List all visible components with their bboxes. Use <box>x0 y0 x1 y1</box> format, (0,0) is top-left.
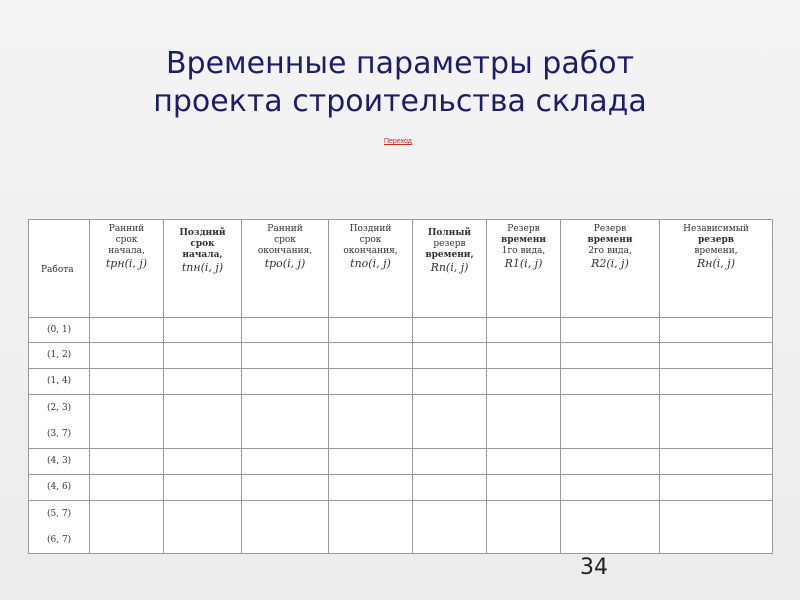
slide-title <box>0 45 800 121</box>
header-late-finish: Поздний срок окончания, tпо(i, j) <box>329 220 413 318</box>
table-row <box>29 369 773 395</box>
work-cell: (4, 6) <box>29 475 90 501</box>
table-row <box>29 395 773 449</box>
work-cell: (2, 3) (3, 7) <box>29 395 90 449</box>
title-line-2: проекта строительства склада <box>153 84 647 119</box>
header-free-float: Независимый резерв времени, Rн(i, j) <box>660 220 773 318</box>
header-late-start: Поздний срок начала, tпн(i, j) <box>164 220 242 318</box>
table-row <box>29 475 773 501</box>
work-cell: (0, 1) <box>29 318 90 343</box>
work-cell: (1, 2) <box>29 343 90 369</box>
header-early-start: Ранний срок начала, tрн(i, j) <box>90 220 164 318</box>
title-line-1: Временные параметры работ <box>165 46 635 81</box>
table-row <box>29 343 773 369</box>
time-parameters-table <box>28 219 773 554</box>
table-row <box>29 318 773 343</box>
work-cell: (4, 3) <box>29 449 90 475</box>
header-early-finish: Ранний срок окончания, tро(i, j) <box>242 220 329 318</box>
transition-link[interactable]: Переход <box>384 138 412 145</box>
header-total-float: Полный резерв времени, Rп(i, j) <box>413 220 487 318</box>
table-row <box>29 449 773 475</box>
work-cell: (5, 7) (6, 7) <box>29 501 90 554</box>
table-header-row <box>29 220 773 318</box>
work-cell: (1, 4) <box>29 369 90 395</box>
table-row <box>29 501 773 554</box>
header-float-type-2: Резерв времени 2го вида, R2(i, j) <box>561 220 660 318</box>
header-work: Работа <box>29 220 90 318</box>
header-float-type-1: Резерв времени 1го вида, R1(i, j) <box>487 220 561 318</box>
page-number: 34 <box>580 555 608 580</box>
